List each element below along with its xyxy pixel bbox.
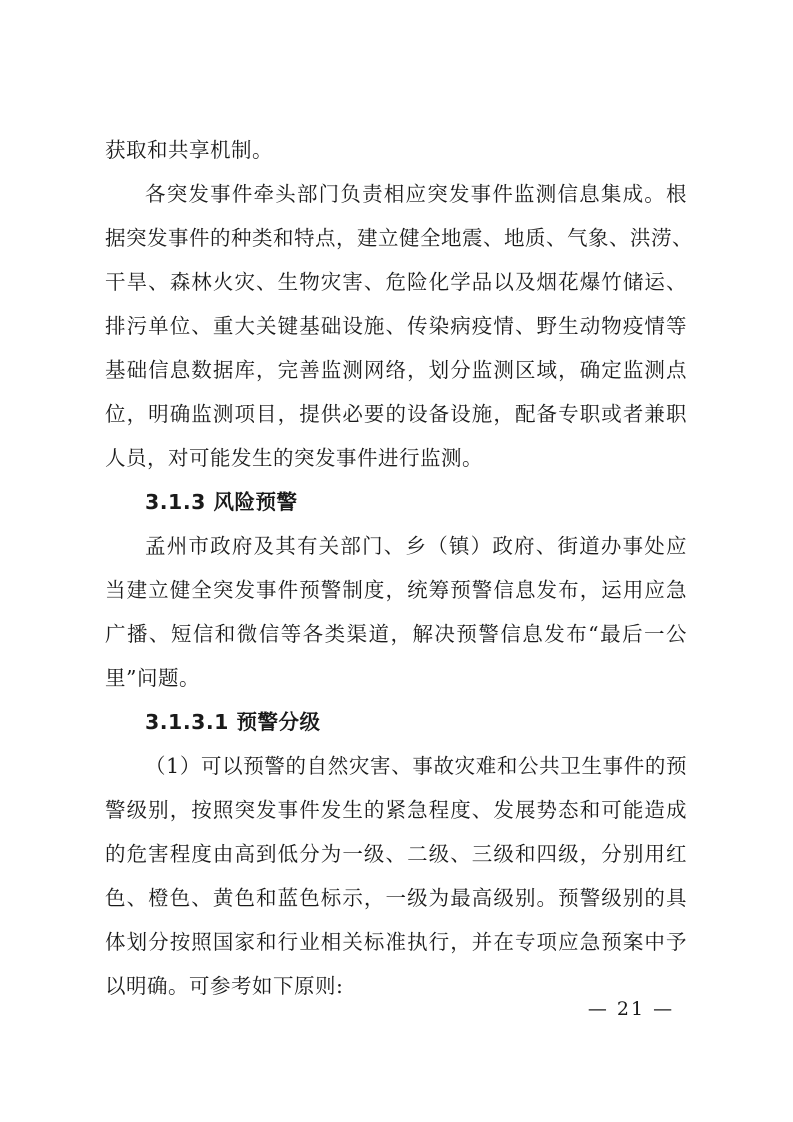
paragraph-line: 里”问题。 — [105, 666, 200, 690]
section-heading: 3.1.3 风险预警 — [145, 490, 298, 514]
paragraph-line: 的危害程度由高到低分为一级、二级、三级和四级，分别用红 — [105, 842, 687, 866]
paragraph-line: 基础信息数据库，完善监测网络，划分监测区域，确定监测点 — [105, 358, 687, 382]
paragraph-line: 据突发事件的种类和特点，建立健全地震、地质、气象、洪涝、 — [105, 226, 693, 250]
paragraph-line: 以明确。可参考如下原则: — [105, 974, 344, 998]
paragraph-line: 警级别，按照突发事件发生的紧急程度、发展势态和可能造成 — [105, 798, 687, 822]
page-number: — 21 — — [587, 998, 675, 1020]
paragraph-line: 干旱、森林火灾、生物灾害、危险化学品以及烟花爆竹储运、 — [105, 270, 687, 294]
paragraph-line: 体划分按照国家和行业相关标准执行，并在专项应急预案中予 — [105, 930, 687, 954]
paragraph-line: 广播、短信和微信等各类渠道，解决预警信息发布“最后一公 — [105, 622, 687, 646]
paragraph-line: 孟州市政府及其有关部门、乡（镇）政府、街道办事处应 — [145, 534, 687, 558]
paragraph-line: （1）可以预警的自然灾害、事故灾难和公共卫生事件的预 — [145, 754, 687, 778]
paragraph-line: 获取和共享机制。 — [105, 138, 273, 162]
paragraph-line: 当建立健全突发事件预警制度，统筹预警信息发布，运用应急 — [105, 578, 687, 602]
paragraph-line: 位，明确监测项目，提供必要的设备设施，配备专职或者兼职 — [105, 402, 687, 426]
subsection-heading: 3.1.3.1 预警分级 — [145, 710, 321, 734]
paragraph-line: 各突发事件牵头部门负责相应突发事件监测信息集成。根 — [145, 182, 687, 206]
paragraph-line: 色、橙色、黄色和蓝色标示，一级为最高级别。预警级别的具 — [105, 886, 687, 910]
paragraph-line: 人员，对可能发生的突发事件进行监测。 — [105, 446, 483, 470]
paragraph-line: 排污单位、重大关键基础设施、传染病疫情、野生动物疫情等 — [105, 314, 687, 338]
